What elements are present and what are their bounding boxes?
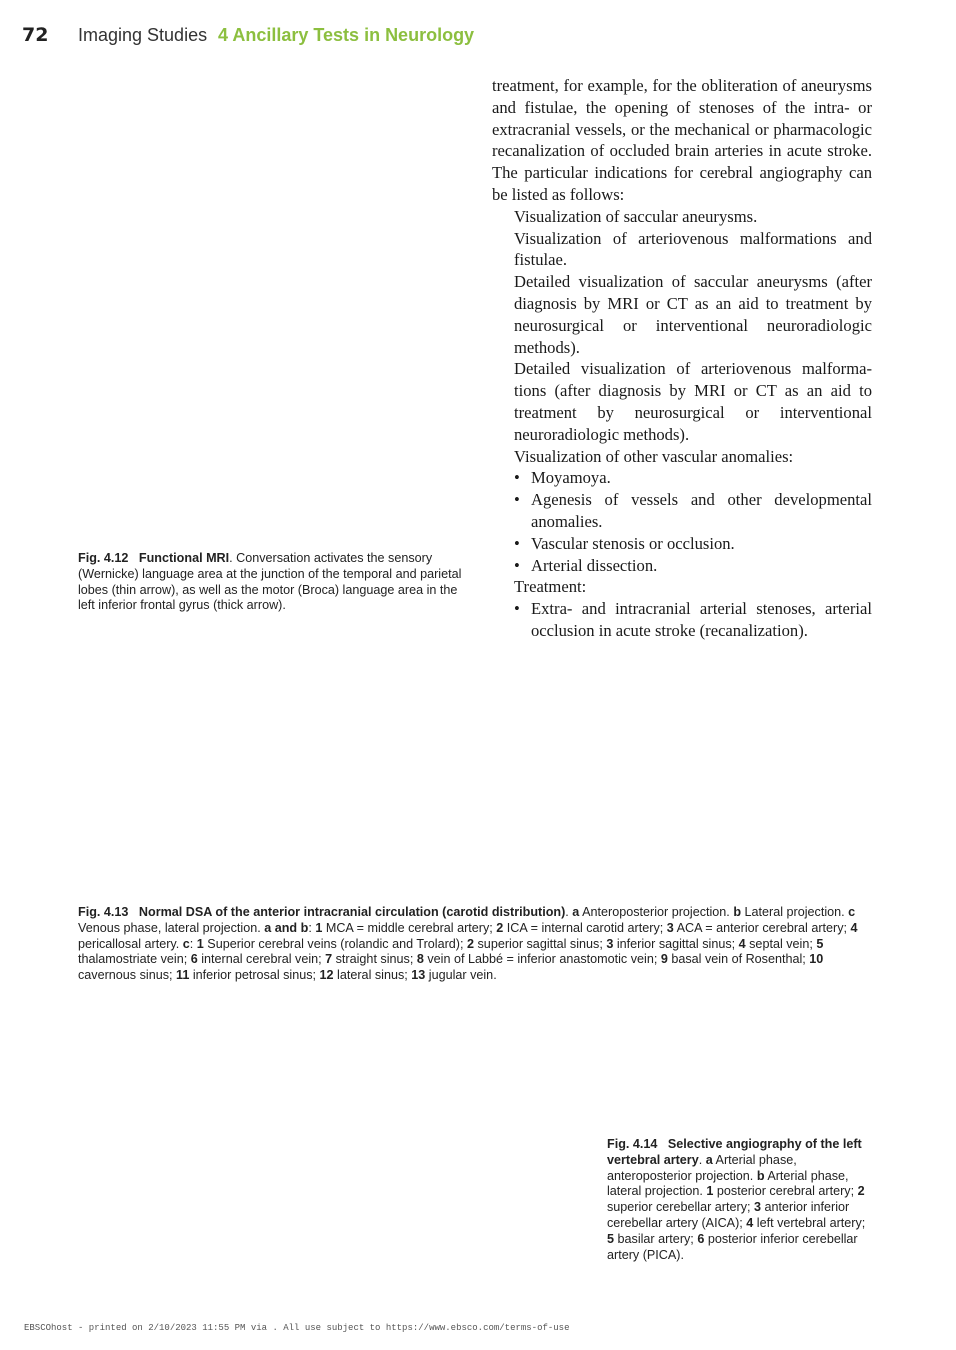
figure-caption-4-14: Fig. 4.14 Selective angiography of the left vertebral artery. a Arterial phase, anteroposterior projection. b Arterial phase, lateral projection. 1 posterior cerebral artery; 2 superior cerebellar artery; 3 anterior inferior cerebellar artery (AICA); 4 left vertebral artery; 5 basilar artery; 6 posterior inferior cerebellar artery (PICA). (607, 1137, 866, 1262)
bullet-icon: • (514, 555, 520, 575)
bullet-icon: • (514, 468, 520, 488)
body-text-column (492, 75, 872, 642)
list-item: • Extra- and intracranial arterial stenoses, arterial occlusion in acute stroke (recanalization). (514, 599, 872, 640)
indication-item: Detailed visualization of saccular aneurysms (after diagnosis by MRI or CT as an aid to treatment by neurosurgical or interventional neuroradiologic methods). (514, 272, 872, 357)
bullet-icon: • (514, 599, 520, 619)
figure-caption-4-13: Fig. 4.13 Normal DSA of the anterior intracranial circulation (carotid distribution). a Anteroposterior projection. b Lateral projection. c Venous phase, lateral projection. a and b: 1 MCA = middle cerebral artery; 2 ICA = internal carotid artery; 3 ACA = anterior cerebral artery; 4 pericallosal artery. c: 1 Superior cerebral veins (rolandic and Trolard); 2 superior sagittal sinus; 3 inferior sagittal sinus; 4 septal vein; 5 thalamostriate vein; 6 internal cerebral vein; 7 straight sinus; 8 vein of Labbé = inferior anastomotic vein; 9 basal vein of Rosenthal; 10 cavernous sinus; 11 inferior petrosal sinus; 12 lateral sinus; 13 jugular vein. (78, 905, 858, 983)
treatment-label: Treatment: (514, 577, 587, 597)
body-paragraph: treatment, for example, for the obliteration of aneurysms and fistulae, the opening of stenoses of the intra- or extracranial vessels, or the mechanical or pharmacologic recanalization of occluded brain arteries in acute stroke. The particular indications for cerebral angiography can be listed as follows: (492, 76, 872, 204)
list-item: • Moyamoya. (514, 468, 611, 488)
list-item: • Vascular stenosis or occlusion. (514, 533, 735, 553)
page-number: 72 (22, 24, 49, 46)
running-header-chapter: 4 Ancillary Tests in Neurology (218, 25, 475, 45)
figure-caption-4-12: Fig. 4.12 Functional MRI. Conversation activates the sensory (Wernicke) language area at the junction of the temporal and parietal lobes (thin arrow), as well as the motor (Broca) language area in the left inferior frontal gyrus (thick arrow). (78, 551, 462, 613)
running-header-section: Imaging Studies (78, 25, 208, 45)
anomaly-list (492, 467, 872, 576)
list-item: • Arterial dissection. (514, 555, 658, 575)
treatment-list (492, 598, 872, 642)
list-item: • Agenesis of vessels and other developmental anomalies. (514, 490, 872, 531)
print-footer: EBSCOhost - printed on 2/10/2023 11:55 PM via . All use subject to https://www.ebsco.com/terms-of-use (24, 1323, 570, 1333)
indication-item: Visualization of saccular aneurysms. (514, 206, 758, 226)
bullet-icon: • (514, 533, 520, 553)
indication-item: Detailed visualization of arteriovenous malformations (after diagnosis by MRI or CT as an aid to treatment by neurosurgical or interventional neuroradiologic methods). (514, 359, 872, 444)
indication-item: Visualization of other vascular anomalies: (514, 446, 794, 466)
bullet-icon: • (514, 490, 520, 510)
indication-item: Visualization of arteriovenous malformations and fistulae. (514, 228, 872, 270)
